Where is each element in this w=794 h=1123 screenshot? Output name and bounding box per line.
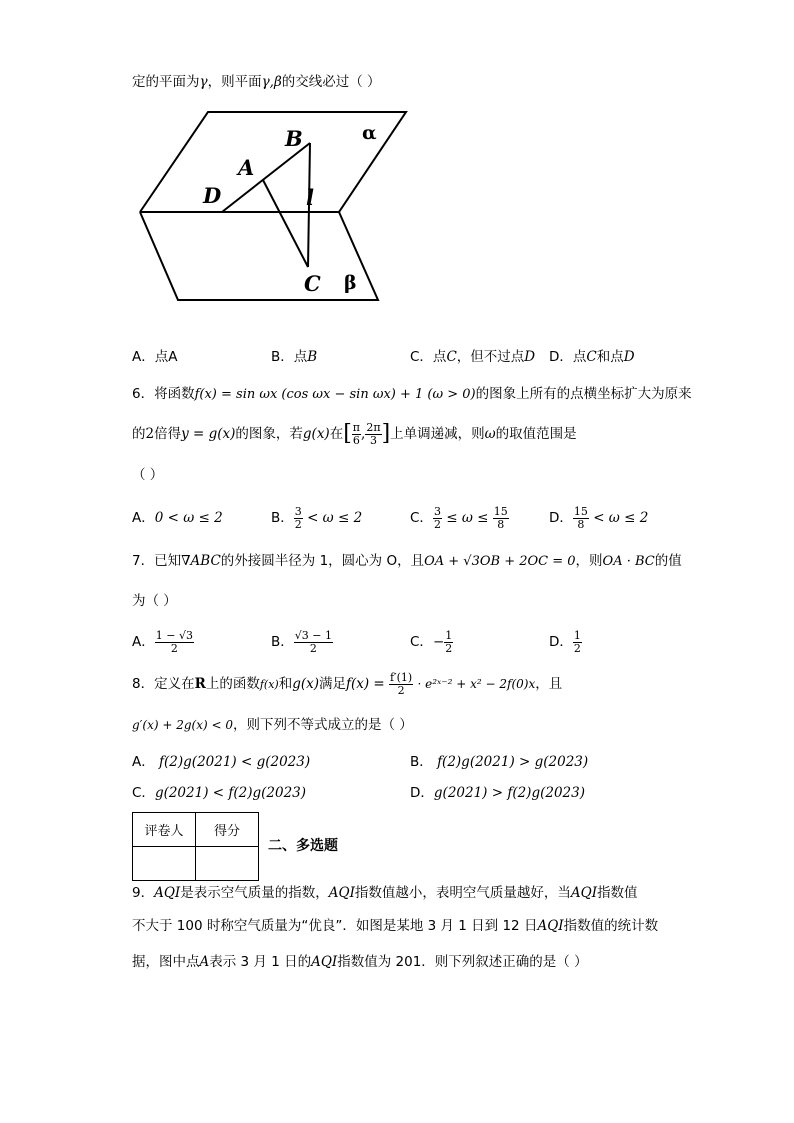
var-gamma-beta: γ,β [261,74,282,90]
q6-function: f(x) = sin ωx (cos ωx − sin ωx) + 1 (ω > 0) [194,387,476,402]
line-A-C [263,180,308,267]
q7-stem-line1: 7．已知∇ABC的外接圆半径为 1，圆心为 O，且OA + √3OB + 2OC = 0，则OA · BC的值 [132,553,682,569]
q5-option-c: C．点C，但不过点D [410,349,536,365]
q7-option-b: B． $\frac{√3 - 1}{2}$ [271,628,332,655]
intro-text: 定的平面为 [132,74,200,90]
q6-paren: （ ） [132,467,164,483]
q6-option-c: C． $\frac{3}{2}$ ≤ ω ≤ $\frac{15}{8}$ [410,504,508,531]
grader-header: 评卷人 [133,813,196,847]
label-B: B [285,126,303,151]
geometry-figure [130,105,420,305]
q8-option-a: A． f(2)g(2021) < g(2023) [132,754,311,770]
var-gamma: γ [199,74,208,90]
q6-option-d: D． $\frac{15}{8}$ < ω ≤ 2 [549,504,649,531]
q7-vector-dot: OA · BC [602,554,655,569]
grader-table [132,812,259,881]
line-D-B [222,143,310,212]
plane-beta-outline [140,212,378,300]
q7-vector-equation: OA + √3OB + 2OC = 0 [424,554,576,569]
label-alpha: α [362,122,377,144]
q6-stem-line1: 6．将函数f(x) = sin ωx (cos ωx − sin ωx) + 1 (ω > 0)的图象上所有的点横坐标扩大为原来 [132,386,692,402]
q6-option-b: B． $\frac{3}{2}$ < ω ≤ 2 [271,504,363,531]
q9-line1: 9．AQI是表示空气质量的指数，AQI指数值越小，表明空气质量越好，当AQI指数值 [132,885,638,901]
q9-line2: 不大于 100 时称空气质量为“优良”．如图是某地 3 月 1 日到 12 日AQI指数值的统计数 [132,918,659,934]
q6-option-a: A．0 < ω ≤ 2 [132,510,223,526]
intro-line [132,72,381,92]
q5-option-b: B．点B [271,349,318,365]
label-A: A [238,155,255,180]
label-beta: β [344,272,357,294]
q8-option-d: D．g(2021) > f(2)g(2023) [410,785,585,801]
intro-text: ，则平面 [207,74,262,90]
score-cell [196,847,259,881]
q8-option-b: B． f(2)g(2021) > g(2023) [410,754,589,770]
intro-text: 的交线必过（ ） [281,74,381,90]
q5-option-a: A．点A [132,349,178,365]
score-header: 得分 [196,813,259,847]
label-l: l [306,185,314,210]
q8-option-c: C．g(2021) < f(2)g(2023) [132,785,307,801]
q6-stem-line2: 的2倍得y = g(x)的图象，若g(x)在[ $\frac{\pi}{6}$ , $\frac{2\pi}{3}$ ]上单调递减，则ω的取值范围是 [132,420,577,447]
q7-option-c: C．− $\frac{1}{2}$ [410,628,453,655]
label-D: D [203,183,222,208]
q7-stem-line2: 为（ ） [132,593,177,609]
q5-option-d: D．点C和点D [549,349,635,365]
grader-cell [133,847,196,881]
q7-option-d: D． $\frac{1}{2}$ [549,628,581,655]
section-title: 二、多选题 [268,838,338,854]
q7-option-a: A． $\frac{1 - √3}{2}$ [132,628,193,655]
q8-stem-line1: 8．定义在R上的函数f(x)和g(x)满足f(x) = $\frac{f'(1)}{2}$ · e²ˣ⁻² + x² − 2f(0)x，且 [132,670,563,697]
label-C: C [304,271,321,296]
q9-line3: 据，图中点A表示 3 月 1 日的AQI指数值为 201．则下列叙述正确的是（ ） [132,954,588,970]
q8-stem-line2: g′(x) + 2g(x) < 0，则下列不等式成立的是（ ） [132,717,413,733]
